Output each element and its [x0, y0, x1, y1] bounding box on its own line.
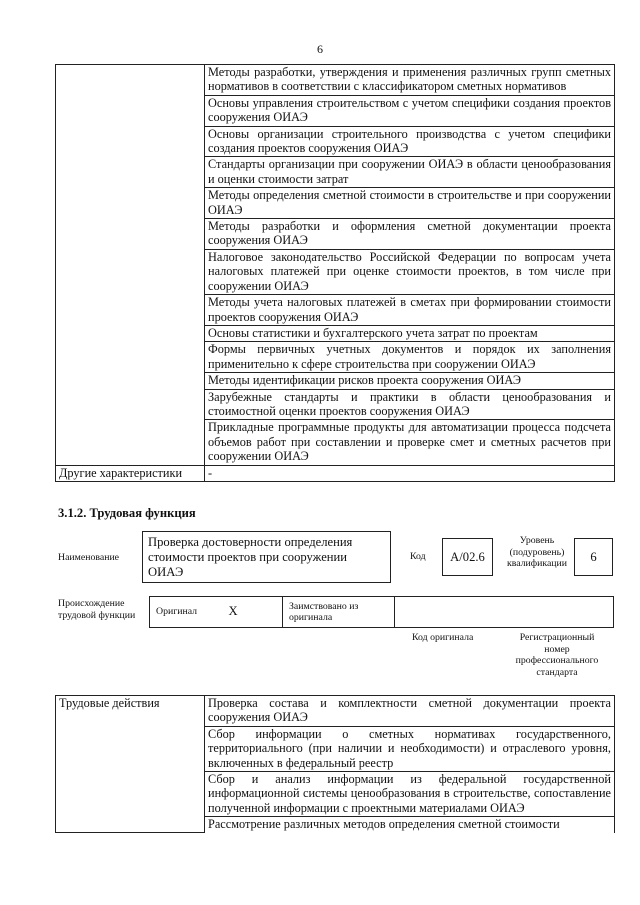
function-name-value: Проверка достоверности определения стоимости проектов при сооружении ОИАЭ	[142, 531, 391, 583]
table-row	[56, 696, 615, 727]
origin-table	[149, 596, 614, 628]
knowledge-cell: Методы разработки, утверждения и применения различных групп сметных нормативов в соответствии с классификатором сметных нормативов	[205, 65, 615, 96]
section-title: 3.1.2. Трудовая функция	[58, 506, 196, 520]
knowledge-cell: Стандарты организации при сооружении ОИАЭ в области ценообразования и оценки стоимости затрат	[205, 157, 615, 188]
knowledge-table	[55, 64, 615, 482]
level-label: Уровень (подуровень) квалификации	[506, 535, 568, 569]
name-label: Наименование	[58, 552, 120, 563]
labor-actions-label: Трудовые действия	[56, 696, 205, 833]
other-characteristics-label: Другие характеристики	[56, 465, 205, 481]
function-code-value: А/02.6	[442, 538, 493, 576]
level-value: 6	[574, 538, 613, 576]
labor-action-cell: Проверка состава и комплектности сметной документации проекта сооружения ОИАЭ	[205, 696, 615, 727]
original-label: Оригинал	[150, 597, 223, 628]
other-characteristics-value: -	[205, 465, 615, 481]
code-label: Код	[410, 551, 426, 562]
knowledge-cell: Основы управления строительством с учетом специфики создания проектов сооружения ОИАЭ	[205, 95, 615, 126]
knowledge-cell: Зарубежные стандарты и практики в области ценообразования и стоимостной оценки проектов сооружения ОИАЭ	[205, 389, 615, 420]
table-row	[56, 465, 615, 481]
origin-empty-cell	[395, 597, 614, 628]
original-mark: X	[223, 597, 283, 628]
labor-action-cell: Сбор и анализ информации из федеральной государственной информационной системы ценообразования в строительстве, сопоставление полученной информации с проектными материалами ОИАЭ	[205, 772, 615, 817]
labor-actions-table	[55, 695, 615, 833]
knowledge-cell: Основы статистики и бухгалтерского учета затрат по проектам	[205, 325, 615, 341]
code-original-label: Код оригинала	[412, 632, 474, 643]
knowledge-cell: Методы определения сметной стоимости в строительстве и при сооружении ОИАЭ	[205, 188, 615, 219]
knowledge-cell: Основы организации строительного производства с учетом специфики создания проектов сооружения ОИАЭ	[205, 126, 615, 157]
page-number: 6	[317, 42, 323, 56]
reg-number-label: Регистрационный номер профессионального стандарта	[515, 632, 599, 678]
knowledge-cell: Методы учета налоговых платежей в сметах при формировании стоимости проектов сооружения ОИАЭ	[205, 295, 615, 326]
knowledge-cell: Налоговое законодательство Российской Федерации по вопросам учета налоговых платежей при оценке стоимости проектов, в том числе при сооружении ОИАЭ	[205, 249, 615, 294]
labor-action-cell: Рассмотрение различных методов определения сметной стоимости	[205, 817, 615, 833]
borrowed-label: Заимствовано из оригинала	[283, 597, 395, 628]
row-label-empty	[56, 65, 205, 466]
labor-action-cell: Сбор информации о сметных нормативах государственного, территориального (при наличии и необходимости) и отраслевого уровня, включенных в федеральный реестр	[205, 726, 615, 771]
knowledge-cell: Методы разработки и оформления сметной документации проекта сооружения ОИАЭ	[205, 219, 615, 250]
knowledge-cell: Формы первичных учетных документов и порядок их заполнения применительно к сфере строительства при сооружении ОИАЭ	[205, 342, 615, 373]
table-row	[56, 65, 615, 96]
origin-label: Происхождение трудовой функции	[58, 598, 136, 621]
knowledge-cell: Методы идентификации рисков проекта сооружения ОИАЭ	[205, 373, 615, 389]
knowledge-cell: Прикладные программные продукты для автоматизации процесса подсчета объемов работ при составлении и проверке смет и сметных расчетов при сооружении ОИАЭ	[205, 420, 615, 465]
